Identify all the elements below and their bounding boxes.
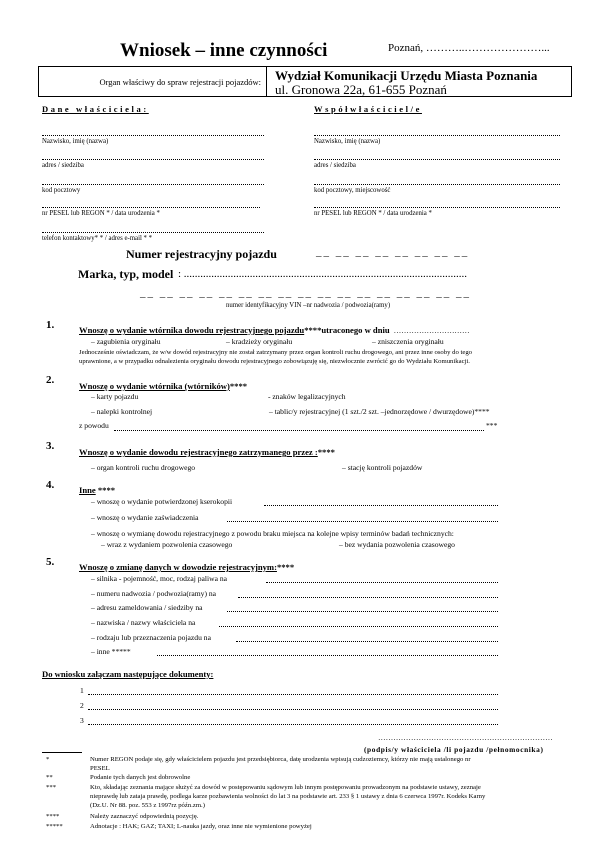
section-5-heading-row [79,557,294,575]
change-address-label: – adresu zameldowania / siedziby na [91,603,203,612]
section-5-heading-tail: **** [276,562,295,572]
attachment-2-input[interactable] [88,709,498,710]
footnote-1-text-cont: PESEL [90,765,110,772]
change-chassis-label: – numeru nadwozia / podwozia(ramy) na [91,589,217,598]
vin-input[interactable]: __ __ __ __ __ __ __ __ __ __ __ __ __ __ __ __ __ [140,287,471,299]
registration-number-label: Numer rejestracyjny pojazdu [126,247,277,261]
option-replace-document[interactable]: – wnoszę o wymianę dowodu rejestracyjnego z powodu braku miejsca na kolejne wpisy terminów badań technicznych: [91,529,454,538]
change-chassis-input[interactable] [238,597,498,598]
section-1-declaration-line1: Jednocześnie oświadczam, że w/w dowód rejestracyjny nie został zatrzymany przez organ kontroli ruchu drogowego, ani przez inne osoby do tego [79,349,473,356]
section-2-heading: Wnoszę o wydanie wtórnika (wtórników) [79,381,230,391]
option-traffic-control[interactable]: – organ kontroli ruchu drogowego [91,463,196,472]
reason-tail: *** [486,421,498,430]
attachment-1-input[interactable] [88,694,498,695]
section-1-heading-row [79,320,470,338]
owner-postcode-input[interactable] [42,184,264,185]
office-box [38,66,572,97]
option-legalization-signs[interactable]: - znaków legalizacyjnych [268,392,346,401]
footnote-3-text-cont2: (Dz.U. Nr 88. poz. 553 z 1997rz późn.zm.) [90,802,205,809]
section-4-heading-row [79,480,115,498]
make-model-label: Marka, typ, model [78,267,174,281]
coowner-pesel-label: nr PESEL lub REGON * / data urodzenia * [314,210,432,217]
registration-number-input[interactable]: __ __ __ __ __ __ __ __ [316,246,470,258]
footnote-1-text: Numer REGON podaje się, gdy właścicielem pojazdu jest przedsiębiorca, datę urodzenia wpisują cudzoziemcy, którzy nie mają ustalonego nr [90,756,471,763]
option-certified-copy[interactable]: – wnoszę o wydanie potwierdzonej kserokopii [91,497,233,506]
make-model-input[interactable]: : ....................................................................................................... [178,268,468,280]
office-name: Wydział Komunikacji Urzędu Miasta Poznania [275,68,538,83]
owner-name-input[interactable] [42,135,264,136]
section-5-number: 5. [46,556,55,568]
section-1-heading: Wnoszę o wydanie wtórnika dowodu rejestracyjnego pojazdu [79,325,305,335]
option-without-temp-permit[interactable]: – bez wydania pozwolenia czasowego [339,540,455,549]
coowner-name-label: Nazwisko, imię (nazwa) [314,138,381,145]
change-owner-name-label: – nazwiska / nazwy właściciela na [91,618,196,627]
change-vehicle-type-label: – rodzaju lub przeznaczenia pojazdu na [91,633,211,642]
reason-input[interactable] [114,430,484,431]
coowner-address-label: adres / siedziba [314,162,356,169]
section-3-number: 3. [46,440,55,452]
coowner-pesel-input[interactable] [314,207,560,208]
section-3-heading-row [79,442,335,460]
certificate-input[interactable] [227,521,498,522]
option-control-sticker[interactable]: – nalepki kontrolnej [91,407,153,416]
owner-contact-label: telefon kontaktowy* * / adres e-mail * * [42,235,153,242]
attachment-1-number: 1 [80,686,84,695]
change-owner-name-input[interactable] [219,626,498,627]
reason-label: z powodu [79,421,109,430]
change-engine-label: – silnika - pojemność, moc, rodzaj paliwa na [91,574,228,583]
footnote-3-text: Kto, składając zeznania mające służyć za dowód w postępowaniu sądowym lub innym postępowaniu prowadzonym na podstawie ustawy, zeznaje [90,784,481,791]
coowner-postcode-label: kod pocztowy, miejscowość [314,187,391,194]
option-vehicle-card[interactable]: – karty pojazdu [91,392,139,401]
vin-label: numer identyfikacyjny VIN –nr nadwozia / podwozia(ramy) [226,302,391,309]
option-destroyed[interactable]: – zniszczenia oryginału [372,337,444,346]
footnote-4-text: Należy zaznaczyć odpowiednią pozycję. [90,813,199,820]
section-1-heading-tail: ****utraconego w dniu [304,325,390,335]
attachment-2-number: 2 [80,701,84,710]
section-2-heading-tail: **** [229,381,248,391]
change-other-label: – inne ***** [91,647,131,656]
section-1-number: 1. [46,319,55,331]
owner-address-label: adres / siedziba [42,162,84,169]
footnote-5-text: Adnotacje : HAK; GAZ; TAXI; L-nauka jazdy, oraz inne nie wymienione powyżej [90,823,312,830]
coowner-postcode-input[interactable] [314,184,560,185]
option-plates[interactable]: – tablic/y rejestracyjnej (1 szt./2 szt. –jednorzędowe / dwurzędowe)**** [269,407,490,416]
section-4-heading-tail: **** [95,485,116,495]
coowner-heading: Współwłaściciel/e [314,104,422,114]
option-with-temp-permit[interactable]: – wraz z wydaniem pozwolenia czasowego [101,540,233,549]
footnote-5-mark: ***** [46,823,63,830]
owner-name-label: Nazwisko, imię (nazwa) [42,138,109,145]
certified-copy-input[interactable] [264,505,498,506]
office-label: Organ właściwy do spraw rejestracji pojazdów: [39,67,267,96]
office-address: ul. Gronowa 22a, 61-655 Poznań [275,82,447,97]
change-engine-input[interactable] [266,582,498,583]
owner-pesel-input[interactable] [42,207,260,208]
footnote-2-text: Podanie tych danych jest dobrowolne [90,774,191,781]
place-date-field[interactable]: Poznań, ………..…………………... [388,42,550,54]
section-3-heading: Wnoszę o wydanie dowodu rejestracyjnego zatrzymanego przez : [79,447,318,457]
change-address-input[interactable] [227,611,498,612]
coowner-address-input[interactable] [314,159,560,160]
signature-label: (podpis/y właściciela /li pojazdu /pełnomocnika) [364,745,544,754]
page-title: Wniosek – inne czynności [120,40,328,61]
section-4-number: 4. [46,479,55,491]
signature-input[interactable]: …………………………………………………………… [378,733,553,742]
owner-contact-input[interactable] [42,232,264,233]
footnote-divider [42,752,82,753]
footnote-1-mark: * [46,756,50,763]
section-3-heading-tail: **** [317,447,335,457]
section-5-heading: Wnoszę o zmianę danych w dowodzie rejestracyjnym: [79,562,277,572]
owner-pesel-label: nr PESEL lub REGON * / data urodzenia * [42,210,160,217]
change-vehicle-type-input[interactable] [236,641,498,642]
section-4-heading: Inne [79,485,96,495]
attachment-3-number: 3 [80,716,84,725]
option-certificate[interactable]: – wnoszę o wydanie zaświadczenia [91,513,199,522]
section-2-number: 2. [46,374,55,386]
attachments-heading: Do wniosku załączam następujące dokumenty: [42,669,214,679]
option-stolen[interactable]: – kradzieży oryginału [226,337,293,346]
section-1-declaration-line2: uprawnione, a w przypadku odnalezienia oryginału dowodu rejestracyjnego zobowiązuję się, niezwłocznie zwrócić go do Wydziału Komunikacji. [79,358,470,365]
owner-postcode-label: kod pocztowy [42,187,81,194]
attachment-3-input[interactable] [88,724,498,725]
lost-date-input[interactable]: ………………………… [393,326,470,335]
footnote-2-mark: ** [46,774,53,781]
footnote-4-mark: **** [46,813,60,820]
change-other-input[interactable] [157,655,498,656]
footnote-3-text-cont1: nieprawdę lub zataja prawdę, podlega karze pozbawienia wolności do lat 3 na podstawie art. 233 § 1 ustawy z dnia 6 czerwca 1997r. Kodeks Karny [90,793,486,800]
footnote-3-mark: *** [46,784,57,791]
owner-address-input[interactable] [42,159,264,160]
option-inspection-station[interactable]: – stację kontroli pojazdów [342,463,423,472]
coowner-name-input[interactable] [314,135,560,136]
option-lost[interactable]: – zagubienia oryginału [91,337,161,346]
owner-heading: Dane właściciela: [42,104,149,114]
